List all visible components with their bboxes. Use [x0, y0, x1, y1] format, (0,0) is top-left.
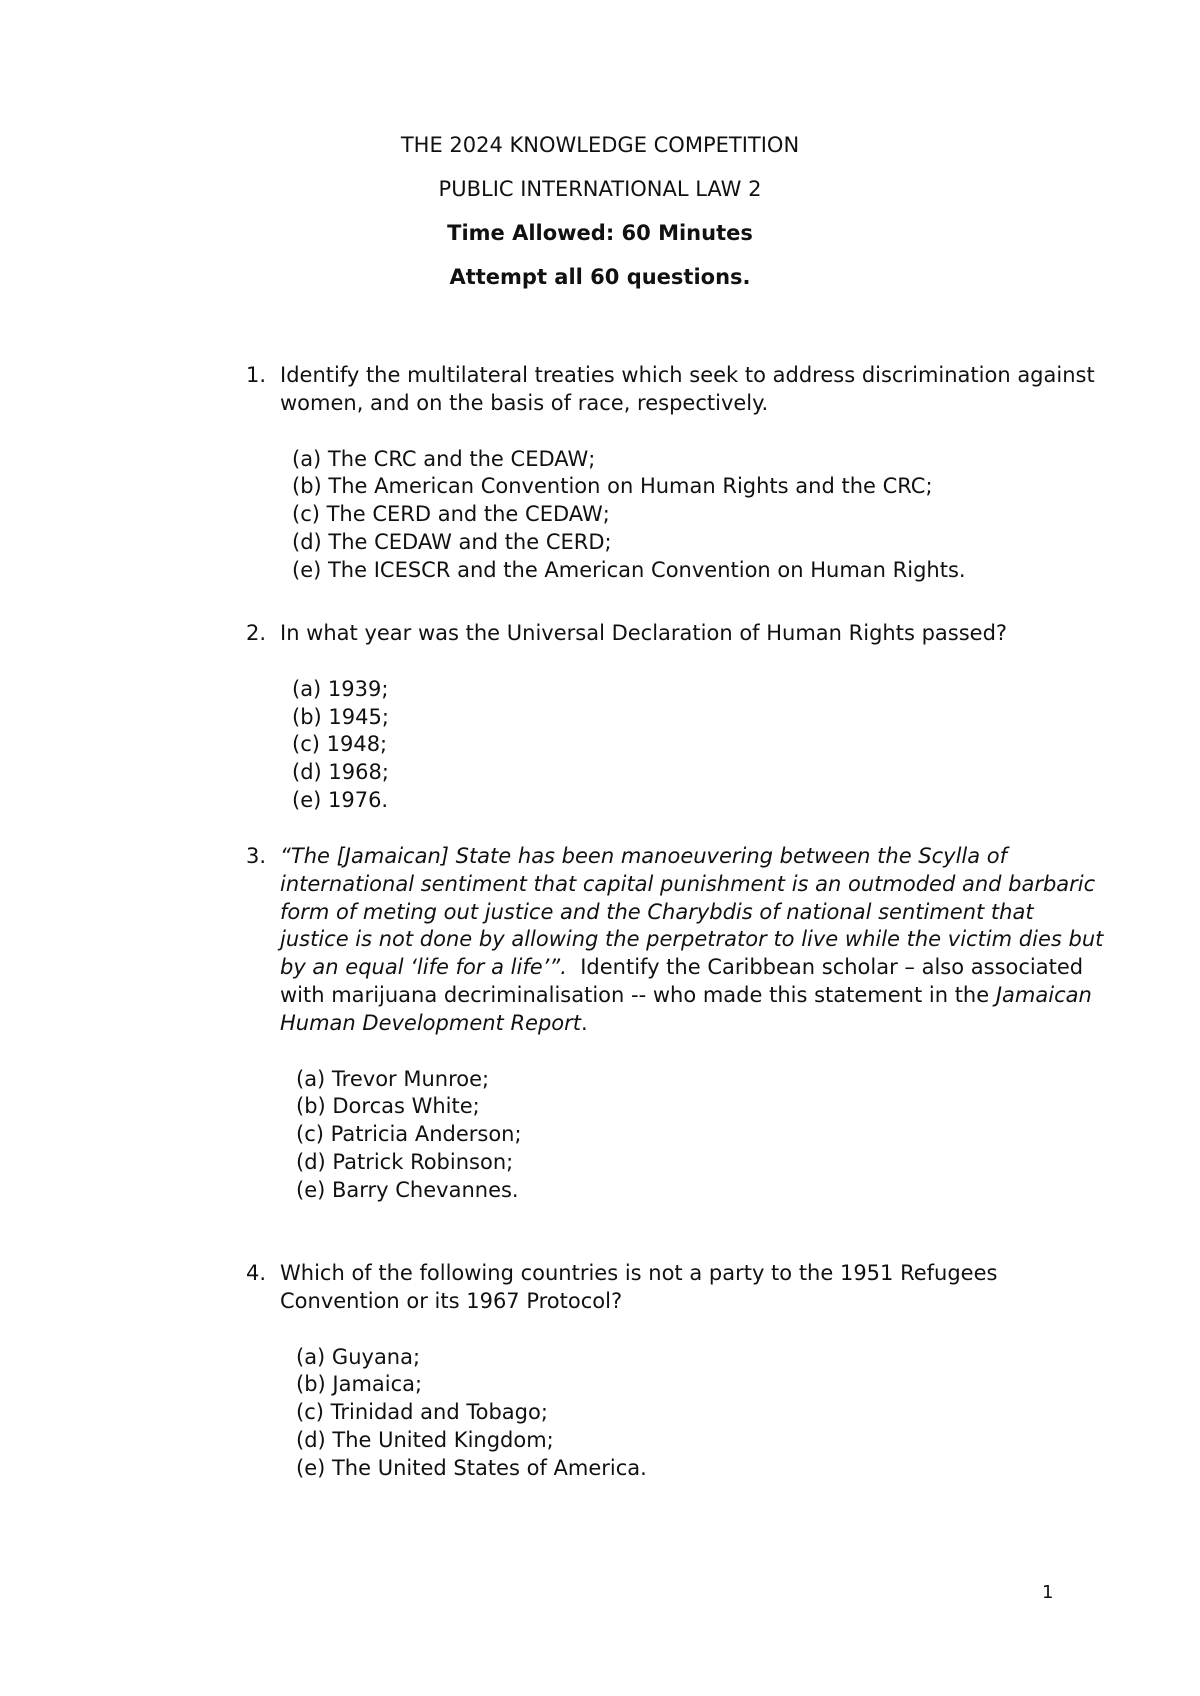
option-e: (e) The ICESCR and the American Convention on Human Rights. [292, 557, 966, 582]
question-number: 1. [246, 363, 267, 387]
option-a: (a) 1939; [292, 676, 389, 701]
question-1 [246, 362, 1106, 585]
question-end: . [581, 1010, 588, 1035]
option-d: (d) The United Kingdom; [296, 1427, 554, 1452]
option-d: (d) Patrick Robinson; [296, 1149, 514, 1174]
question-number: 3. [246, 844, 267, 868]
option-b: (b) The American Convention on Human Rights and the CRC; [292, 474, 933, 499]
report-title: Jamaican Human Development Report [280, 982, 1092, 1035]
question-3 [246, 843, 1106, 1205]
time-allowed: Time Allowed: 60 Minutes [447, 221, 753, 245]
exam-instruction: Attempt all 60 questions. [449, 265, 751, 289]
answer-options [292, 676, 1106, 815]
option-a: (a) Trevor Munroe; [296, 1066, 490, 1091]
option-c: (c) Trinidad and Tobago; [296, 1400, 548, 1425]
option-e: (e) Barry Chevannes. [296, 1177, 519, 1202]
question-prompt: Identify the Caribbean scholar – also associated with marijuana decriminalisation -- who made this statement in the [280, 955, 1084, 1007]
question-4 [246, 1260, 1106, 1483]
option-b: (b) Jamaica; [296, 1372, 423, 1397]
option-c: (c) The CERD and the CEDAW; [292, 502, 610, 527]
option-e: (e) 1976. [292, 787, 389, 812]
option-b: (b) Dorcas White; [296, 1094, 480, 1119]
option-d: (d) The CEDAW and the CERD; [292, 529, 612, 554]
answer-options [296, 1066, 1106, 1205]
option-a: (a) Guyana; [296, 1344, 421, 1369]
option-d: (d) 1968; [292, 760, 389, 785]
answer-options [292, 446, 1106, 585]
question-text: Identify the multilateral treaties which seek to address discrimination against women, and on the basis of race, respectively. [280, 363, 1095, 415]
option-c: (c) 1948; [292, 732, 388, 757]
question-2 [246, 620, 1106, 815]
option-e: (e) The United States of America. [296, 1455, 647, 1480]
page-number: 1 [1042, 1582, 1054, 1603]
answer-options [296, 1344, 1106, 1483]
question-text [280, 843, 1106, 1038]
question-number: 2. [246, 621, 267, 645]
exam-title: THE 2024 KNOWLEDGE COMPETITION [400, 133, 800, 157]
question-text: Which of the following countries is not a party to the 1951 Refugees Convention or its 1967 Protocol? [280, 1261, 998, 1313]
question-number: 4. [246, 1261, 267, 1285]
exam-subject: PUBLIC INTERNATIONAL LAW 2 [438, 177, 762, 201]
question-quote: “The [Jamaican] State has been manoeuvering between the Scylla of international sentiment that capital punishment is an outmoded and barbaric form of meting out justice and the Charybdis of national sentiment that justice is not done by allowing the perpetrator to live while the victim dies but by an equal ‘life for a life’”. [280, 844, 1104, 980]
question-text: In what year was the Universal Declaration of Human Rights passed? [280, 621, 1008, 645]
option-a: (a) The CRC and the CEDAW; [292, 446, 596, 471]
option-c: (c) Patricia Anderson; [296, 1122, 522, 1147]
option-b: (b) 1945; [292, 704, 389, 729]
